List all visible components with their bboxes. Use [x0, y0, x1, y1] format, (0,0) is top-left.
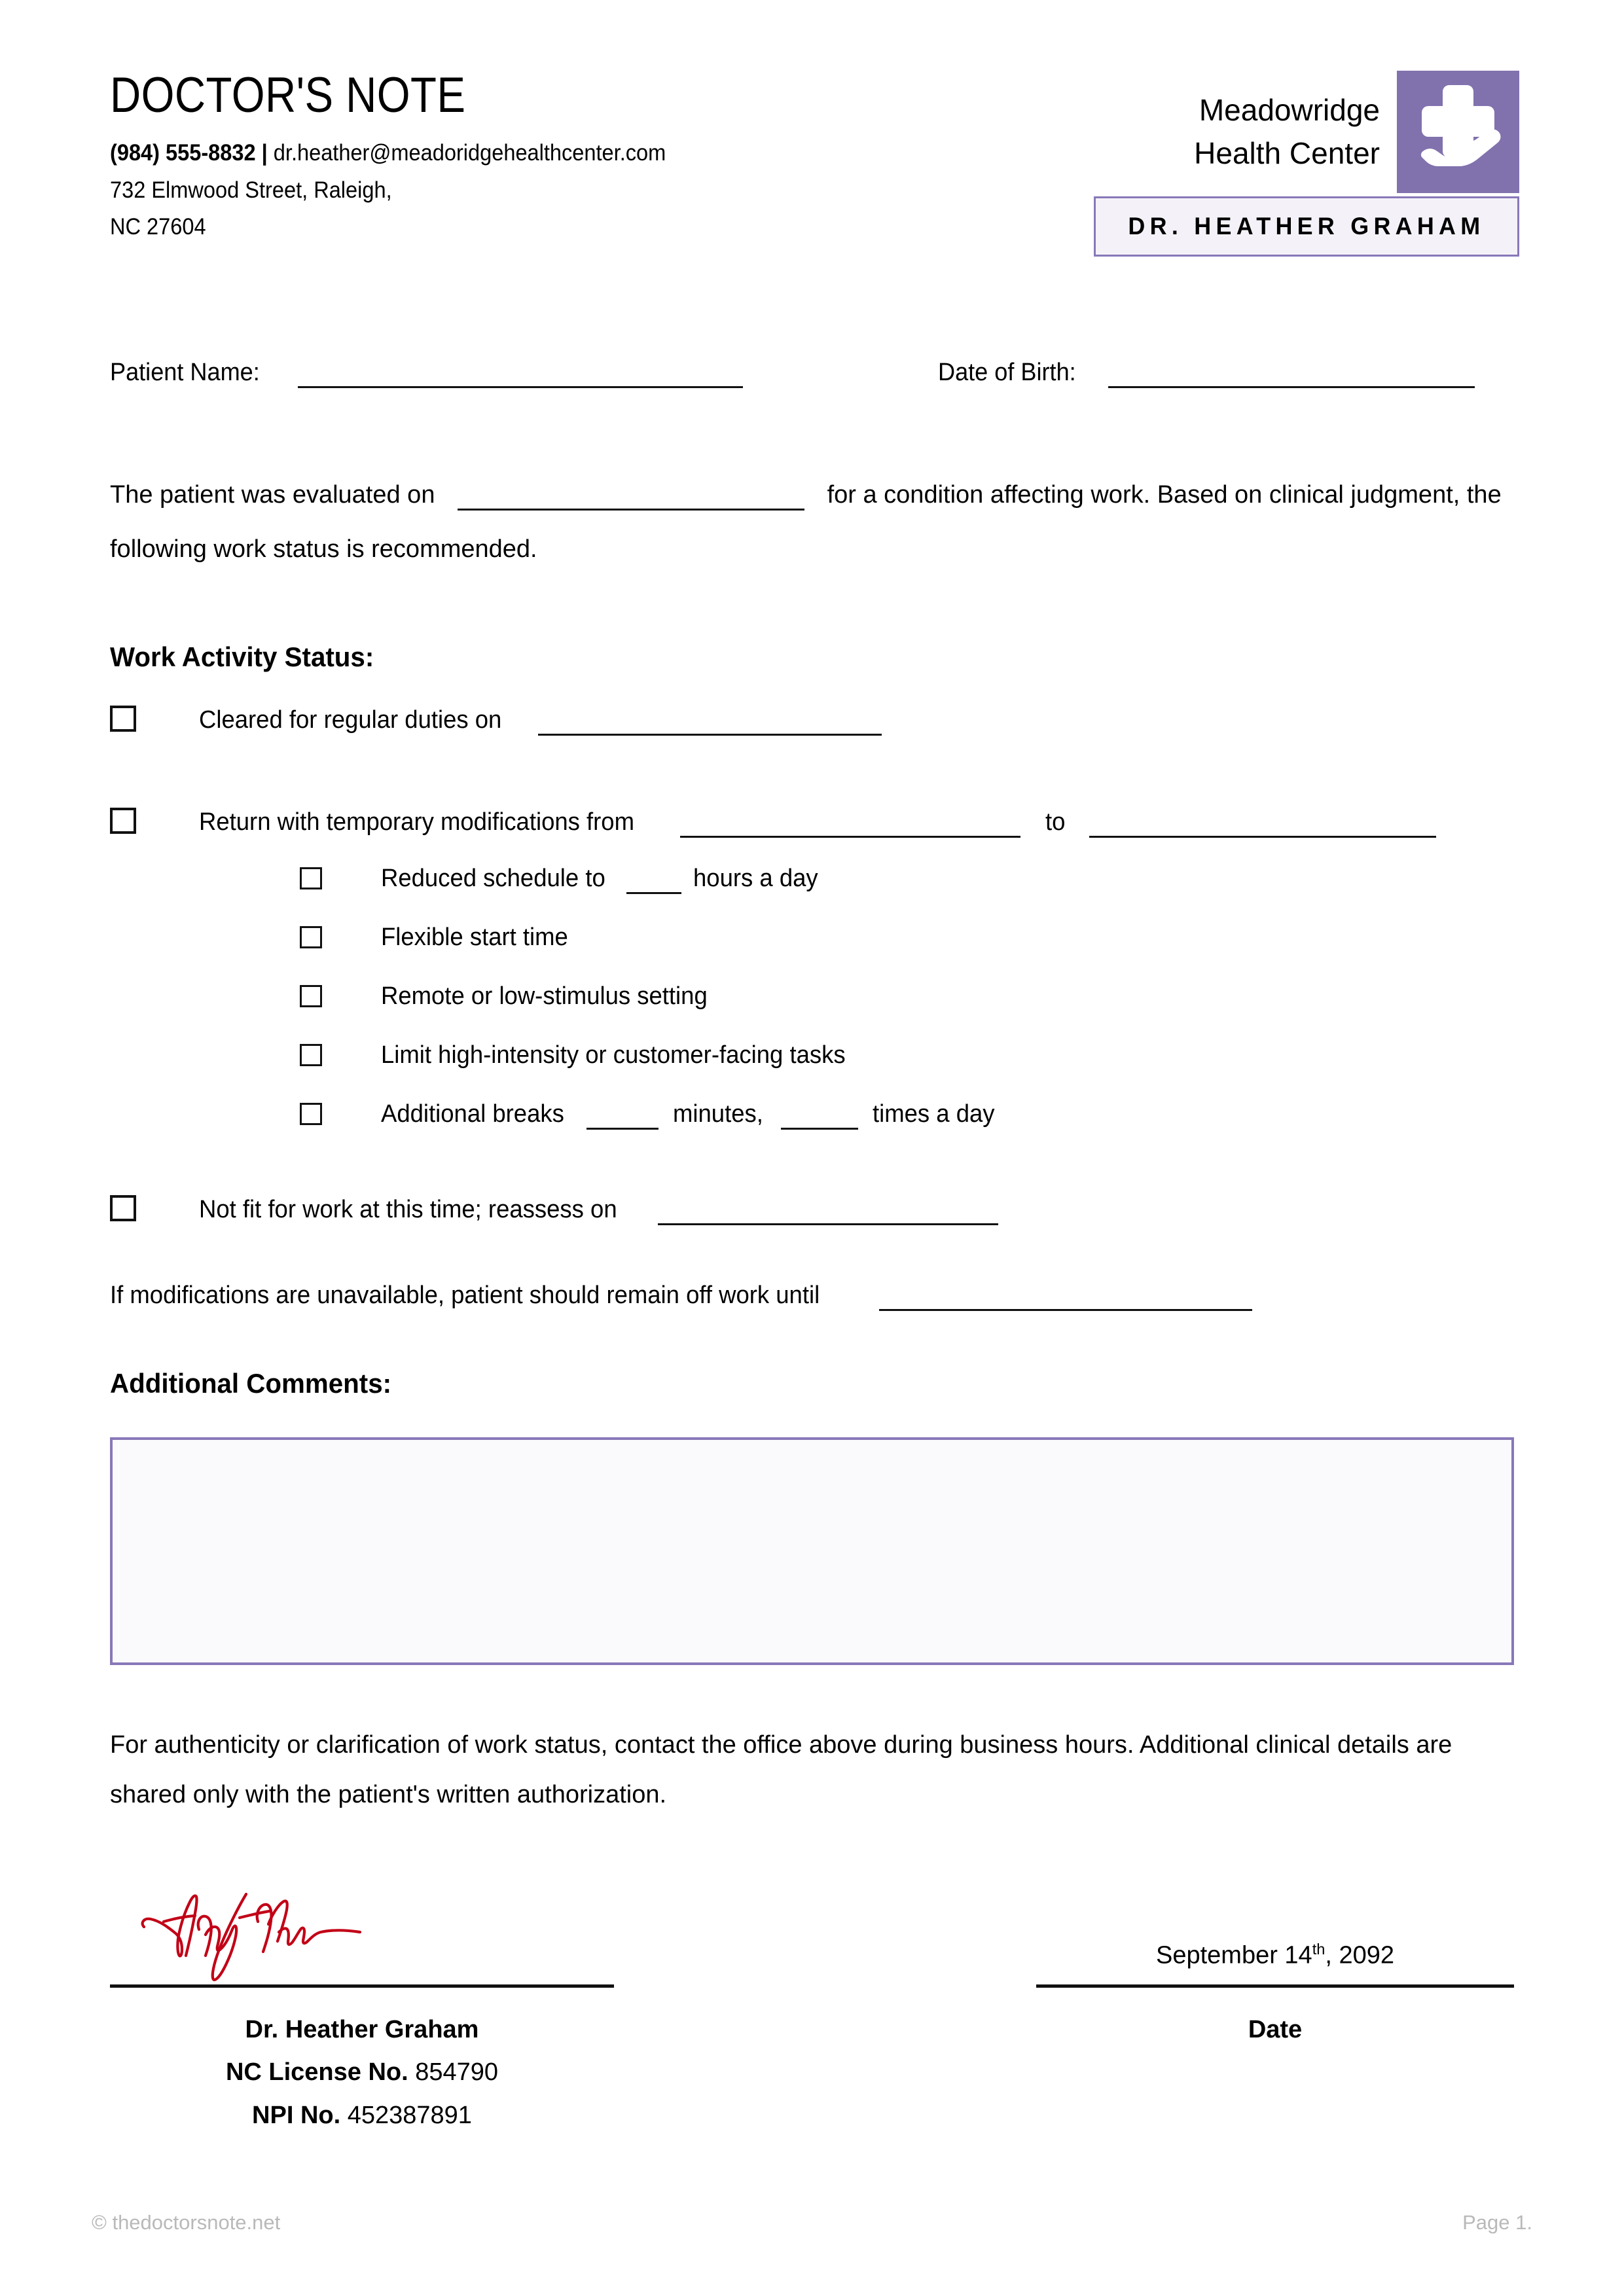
license-line [110, 2051, 614, 2094]
sub-option-additional-breaks-row[interactable] [300, 1100, 1000, 1128]
date-year: , 2092 [1325, 1942, 1394, 1969]
npi-line [110, 2094, 614, 2137]
contact-separator: | [261, 140, 268, 166]
checkbox-modifications[interactable] [110, 808, 136, 834]
sub-option-flexible-start-row[interactable] [300, 923, 576, 952]
modifications-to-label: to [1045, 808, 1066, 836]
clinic-name [1194, 71, 1397, 193]
date-ordinal: th [1312, 1941, 1326, 1958]
checkbox-additional-breaks[interactable] [300, 1103, 322, 1125]
sub-option-reduced-schedule-label: Reduced schedule to [381, 865, 605, 892]
dob-input[interactable] [1108, 386, 1475, 388]
patient-name-label: Patient Name: [110, 359, 260, 386]
contact-line [110, 135, 666, 172]
reduced-schedule-hours-input[interactable] [626, 892, 681, 894]
sub-option-reduced-schedule-row[interactable] [300, 864, 823, 893]
sub-option-remote-setting-row[interactable] [300, 982, 721, 1011]
date-month-day: September 14 [1155, 1942, 1312, 1969]
authenticity-footnote: For authenticity or clarification of work status, contact the office above during business hours. Additional clinical details are shared only with the patient's written authorization. [110, 1731, 1453, 1808]
license-label: NC License No. [225, 2058, 408, 2087]
option-not-fit-row[interactable] [110, 1191, 998, 1224]
option-cleared-row[interactable] [110, 702, 882, 734]
medical-cross-in-hand-icon [1397, 71, 1519, 193]
fallback-date-input[interactable] [879, 1309, 1252, 1311]
checkbox-flexible-start[interactable] [300, 926, 322, 948]
page-footer [92, 2211, 1532, 2234]
sub-option-reduced-schedule-suffix: hours a day [693, 865, 818, 892]
additional-breaks-minutes-input[interactable] [586, 1128, 659, 1130]
header-left-block [110, 67, 708, 246]
option-not-fit-label: Not fit for work at this time; reassess on [199, 1196, 617, 1223]
checkbox-limit-tasks[interactable] [300, 1044, 322, 1066]
intro-paragraph [110, 468, 1514, 577]
sub-option-flexible-start-label: Flexible start time [381, 924, 568, 951]
fallback-note-label: If modifications are unavailable, patient should remain off work until [110, 1282, 820, 1309]
intro-text-part-1: The patient was evaluated on [110, 481, 435, 509]
option-cleared-label: Cleared for regular duties on [199, 706, 502, 734]
option-modifications-row[interactable] [110, 804, 1436, 836]
npi-label: NPI No. [252, 2101, 341, 2129]
clinic-name-line-1: Meadowridge [1199, 93, 1380, 128]
sub-option-additional-breaks-mid: minutes, [672, 1100, 763, 1128]
npi-number: 452387891 [347, 2101, 472, 2129]
doctor-name: Dr. Heather Graham [245, 2016, 479, 2043]
additional-breaks-times-input[interactable] [781, 1128, 858, 1130]
date-label: Date [1248, 2016, 1303, 2043]
signature-column [110, 1872, 614, 2137]
date-column [1036, 1872, 1514, 2137]
page-number: Page 1. [1462, 2211, 1532, 2234]
sub-option-remote-setting-label: Remote or low-stimulus setting [381, 982, 708, 1010]
clinic-email: dr.heather@meadoridgehealthcenter.com [273, 140, 666, 166]
not-fit-reassess-date-input[interactable] [658, 1223, 998, 1225]
date-rule [1036, 1984, 1514, 1988]
page-title: DOCTOR'S NOTE [110, 67, 466, 123]
handwritten-signature [110, 1872, 614, 1984]
header-logo-block [1094, 71, 1519, 257]
option-modifications-label: Return with temporary modifications from [199, 808, 634, 836]
signature-area [110, 1872, 1514, 2137]
fallback-note-row [110, 1282, 1252, 1310]
doctor-name-badge-label: DR. HEATHER GRAHAM [1128, 213, 1485, 240]
sub-option-limit-tasks-row[interactable] [300, 1041, 865, 1069]
dob-label: Date of Birth: [937, 359, 1076, 386]
checkbox-remote-setting[interactable] [300, 985, 322, 1007]
clinic-address-line-2: NC 27604 [110, 214, 206, 240]
work-status-heading: Work Activity Status: [110, 641, 374, 672]
modifications-from-input[interactable] [680, 836, 1020, 838]
clinic-phone: (984) 555-8832 [110, 140, 256, 166]
license-number: 854790 [415, 2058, 499, 2087]
comments-textarea[interactable] [110, 1437, 1514, 1665]
sub-option-limit-tasks-label: Limit high-intensity or customer-facing tasks [381, 1041, 846, 1069]
sub-option-additional-breaks-suffix: times a day [873, 1100, 995, 1128]
logo-row [1094, 71, 1519, 193]
doctor-name-badge [1094, 196, 1519, 257]
checkbox-reduced-schedule[interactable] [300, 867, 322, 889]
copyright-text: © thedoctorsnote.net [92, 2211, 281, 2234]
sub-option-additional-breaks-label: Additional breaks [381, 1100, 564, 1128]
cleared-date-input[interactable] [538, 734, 882, 736]
signature-date-value [1036, 1872, 1514, 1984]
checkbox-not-fit[interactable] [110, 1195, 136, 1221]
clinic-name-line-2: Health Center [1194, 135, 1380, 170]
comments-heading: Additional Comments: [110, 1368, 392, 1399]
clinic-address-line-1: 732 Elmwood Street, Raleigh, [110, 177, 392, 203]
checkbox-cleared[interactable] [110, 706, 136, 732]
identity-row [110, 359, 1514, 387]
modifications-to-input[interactable] [1089, 836, 1436, 838]
patient-name-input[interactable] [298, 386, 743, 388]
document-header [110, 67, 1519, 257]
evaluation-date-input[interactable] [458, 509, 804, 511]
intro-text-part-2: for a condition affecting work. Based on clinical judgment, the following work status is recommended. [110, 481, 1502, 563]
